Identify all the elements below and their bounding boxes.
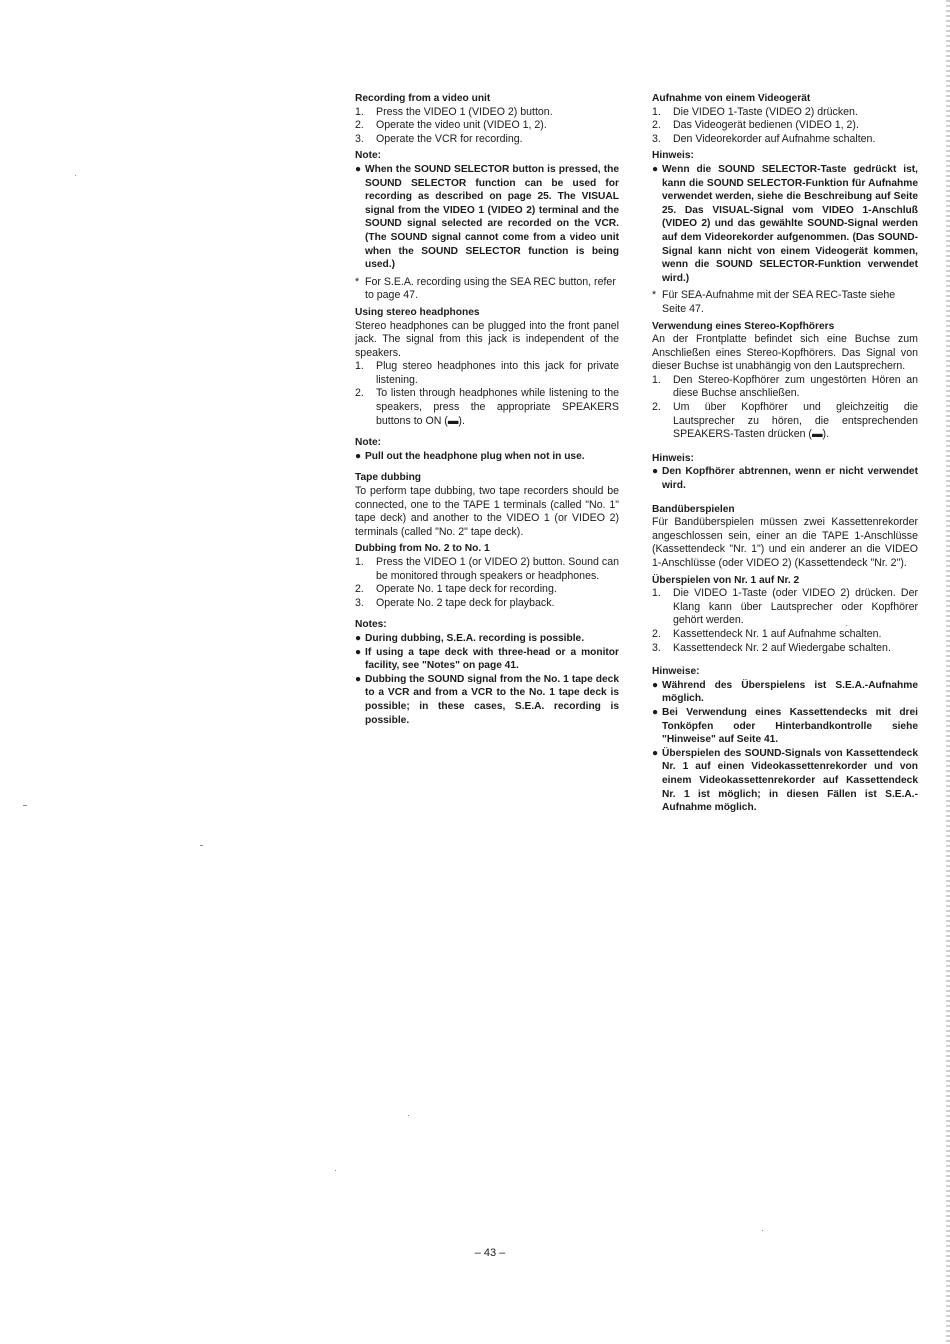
note-item: ● Wenn die SOUND SELECTOR-Taste gedrückt ist, kann die SOUND SELECTOR-Funktion für Aufnahme verwendet werden, siehe die Beschreibung auf Seite 25. Das VISUAL-Signal vom VIDEO 1-Anschluß (VIDEO 2) und das gewählte SOUND-Signal werden auf dem Videorekorder aufgenommen. (Das SOUND-Signal kann nicht von einem Videogerät kommen, wenn die SOUND SELECTOR-Funktion verwendet wird.) [652, 163, 918, 284]
note-item: ● When the SOUND SELECTOR button is pressed, the SOUND SELECTOR function can be used for recording as described on page 25. The VISUAL signal from the VIDEO 1 (VIDEO 2) terminal and the SOUND signal selected are recorded on the VCR. (The SOUND signal cannot come from a video unit when the SOUND SELECTOR function is being used.) [355, 163, 619, 271]
notes-list [355, 632, 619, 727]
bullet-icon: ● [652, 679, 659, 691]
dubbing-heading: Überspielen von Nr. 1 auf Nr. 2 [652, 574, 800, 586]
note-item: ● If using a tape deck with three-head or a monitor facility, see "Notes" on page 41. [355, 646, 619, 672]
headphones-steps [355, 360, 619, 428]
sea-footnote: * Für SEA-Aufnahme mit der SEA REC-Taste siehe Seite 47. [652, 289, 896, 315]
dubbing-steps [355, 556, 619, 610]
note-item: ● Dubbing the SOUND signal from the No. 1 tape deck to a VCR and from a VCR to the No. 1 tape deck is possible; in these cases, S.E.A. recording is possible. [355, 673, 619, 726]
note-item: ● Überspielen des SOUND-Signals von Kassettendeck Nr. 1 auf einen Videokassettenrekorder und von einem Videokassettenrekorder auf Kassettendeck Nr. 1 ist möglich; in diesen Fällen ist S.E.A.-Aufnahme möglich. [652, 747, 918, 814]
page-number: – 43 – [474, 1247, 506, 1259]
note2-list [355, 450, 619, 464]
bullet-icon: ● [652, 466, 659, 478]
bullet-icon: ● [652, 163, 659, 175]
tape-heading: Tape dubbing [355, 472, 422, 484]
scan-speck [23, 805, 27, 806]
tape-intro: To perform tape dubbing, two tape recorders should be connected, one to the TAPE 1 terminals (called "No. 1" tape deck) and another to the VIDEO 1 (or VIDEO 2) terminals (called "No. 2" tape deck). [355, 485, 619, 538]
note-item: ● During dubbing, S.E.A. recording is possible. [355, 632, 585, 644]
tape-intro: Für Bandüberspielen müssen zwei Kassettenrekorder angeschlossen sein, einer an die TAPE 1-Anschlüsse (Kassettendeck "Nr. 1") und ein anderer an die VIDEO 1-Anschlüsse (oder VIDEO 2) (Kassettendeck "Nr. 2"). [652, 516, 918, 569]
scan-speck [200, 845, 203, 846]
scan-speck [846, 625, 847, 626]
note-heading: Hinweis: [652, 150, 694, 162]
sea-footnote: * For S.E.A. recording using the SEA REC button, refer to page 47. [355, 275, 616, 302]
list-item: 1. Die VIDEO 1-Taste (VIDEO 2) drücken. [652, 105, 858, 118]
recording-steps [652, 106, 918, 147]
dubbing-heading: Dubbing from No. 2 to No. 1 [355, 543, 490, 555]
bullet-icon: ● [652, 706, 659, 718]
recording-heading: Aufnahme von einem Videogerät [652, 93, 811, 104]
list-item: 2. Operate the video unit (VIDEO 1, 2). [355, 119, 547, 132]
notes-list [652, 679, 918, 815]
headphones-intro: Stereo headphones can be plugged into the front panel jack. The signal from this jack is independent of the speakers. [355, 319, 619, 359]
note2-heading: Note: [355, 437, 382, 449]
recording-heading: Recording from a video unit [355, 93, 491, 104]
list-item: 2. Operate No. 1 tape deck for recording. [355, 583, 557, 596]
asterisk-icon: * [355, 275, 360, 288]
list-item: 1. Press the VIDEO 1 (VIDEO 2) button. [355, 105, 553, 118]
note-item: ● Während des Überspielens ist S.E.A.-Aufnahme möglich. [652, 679, 918, 705]
notes-heading: Notes: [355, 619, 387, 631]
recording-steps [355, 106, 619, 147]
note2-list [652, 465, 918, 492]
scan-speck [335, 1170, 336, 1171]
list-item: 2. Kassettendeck Nr. 1 auf Aufnahme schalten. [652, 627, 882, 640]
bullet-icon: ● [355, 673, 362, 685]
bullet-icon: ● [652, 747, 659, 759]
list-item: 2. To listen through headphones while listening to the speakers, press the appropriate SPEAKERS buttons to ON (▬). [355, 387, 619, 427]
note-item: ● Pull out the headphone plug when not in use. [355, 450, 585, 462]
scan-speck [762, 1230, 763, 1231]
list-item: 1. Plug stereo headphones into this jack for private listening. [355, 360, 619, 386]
note-item: ● Bei Verwendung eines Kassettendecks mit drei Tonköpfen oder Hinterbandkontrolle siehe "Hinweise" auf Seite 41. [652, 706, 918, 746]
note2-heading: Hinweis: [652, 452, 694, 464]
list-item: 3. Den Videorekorder auf Aufnahme schalten. [652, 132, 876, 145]
headphones-heading: Using stereo headphones [355, 306, 480, 318]
note-list [355, 163, 619, 272]
headphones-heading: Verwendung eines Stereo-Kopfhörers [652, 320, 835, 332]
list-item: 2. Um über Kopfhörer und gleichzeitig die Lautsprecher zu hören, die entsprechenden SPEAKERS-Tasten drücken (▬). [652, 401, 918, 441]
dubbing-steps [652, 587, 918, 655]
note-list [652, 163, 918, 285]
note-heading: Note: [355, 150, 382, 162]
scan-edge [946, 0, 950, 1344]
list-item: 1. Die VIDEO 1-Taste (oder VIDEO 2) drücken. Der Klang kann über Lautsprecher oder Kopfhörer gehört werden. [652, 587, 918, 627]
english-column [355, 92, 619, 727]
scan-speck [408, 1115, 409, 1116]
headphones-intro: An der Frontplatte befindet sich eine Buchse zum Anschließen eines Stereo-Kopfhörers. Das Signal von dieser Buchse ist unabhängig von den Lautsprechern. [652, 333, 918, 373]
note-item: ● Den Kopfhörer abtrennen, wenn er nicht verwendet wird. [652, 466, 918, 492]
list-item: 1. Press the VIDEO 1 (or VIDEO 2) button. Sound can be monitored through speakers or headphones. [355, 556, 619, 582]
list-item: 2. Das Videogerät bedienen (VIDEO 1, 2). [652, 119, 859, 132]
bullet-icon: ● [355, 163, 362, 175]
headphones-steps [652, 374, 918, 442]
asterisk-icon: * [652, 289, 657, 302]
notes-heading: Hinweise: [652, 666, 700, 678]
tape-heading: Bandüberspielen [652, 503, 735, 515]
list-item: 3. Kassettendeck Nr. 2 auf Wiedergabe schalten. [652, 641, 891, 654]
bullet-icon: ● [355, 450, 362, 462]
scan-speck [75, 175, 76, 176]
list-item: 3. Operate No. 2 tape deck for playback. [355, 596, 555, 609]
list-item: 1. Den Stereo-Kopfhörer zum ungestörten Hören an diese Buchse anschließen. [652, 373, 918, 400]
german-column [652, 92, 918, 815]
bullet-icon: ● [355, 632, 362, 644]
bullet-icon: ● [355, 646, 362, 658]
list-item: 3. Operate the VCR for recording. [355, 132, 523, 145]
